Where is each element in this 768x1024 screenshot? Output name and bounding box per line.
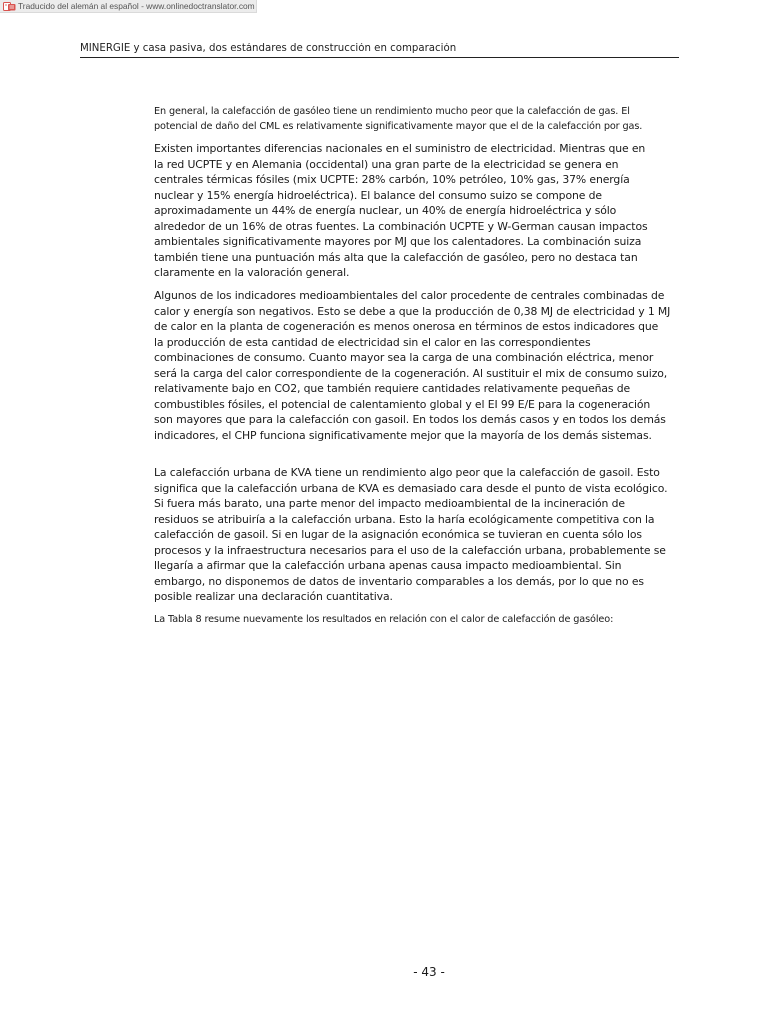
paragraph-line: centrales térmicas fósiles (mix UCPTE: 28% carbón, 10% petróleo, 10% gas, 37% energía	[154, 173, 630, 187]
paragraph-line: de calor en la planta de cogeneración es menos onerosa en términos de estos indicadores que	[154, 320, 659, 334]
paragraph-line: ambientales significativamente mayores por MJ que los calentadores. La combinación suiza	[154, 235, 642, 249]
paragraph-line: también tiene una puntuación más alta que la calefacción de gasóleo, pero no destaca tan	[154, 250, 638, 264]
paragraph-line: calefacción de gasoil. Si en lugar de la asignación económica se tuvieran en cuenta sólo los	[154, 528, 642, 542]
paragraph-line: La calefacción urbana de KVA tiene un rendimiento algo peor que la calefacción de gasoil. Esto	[154, 466, 660, 479]
page-header	[80, 43, 679, 58]
paragraph-line: combustibles fósiles, el potencial de calentamiento global y el EI 99 E/E para la cogeneración	[154, 397, 651, 411]
paragraph-line: Existen importantes diferencias nacionales en el suministro de electricidad. Mientras que en	[154, 142, 646, 155]
paragraph-district-heating	[154, 465, 680, 605]
paragraph-line: la red UCPTE y en Alemania (occidental) una gran parte de la electricidad se genera en	[154, 157, 619, 171]
paragraph-line: potencial de daño del CML es relativamente significativamente mayor que el de la calefacción por gas.	[154, 121, 643, 133]
paragraph-line: relativamente bajo en CO2, que también requiere cantidades relativamente pequeñas de	[154, 382, 631, 396]
paragraph-line: la producción de esta cantidad de electricidad sin el calor en las correspondientes	[154, 335, 591, 349]
translator-banner[interactable]	[0, 0, 257, 13]
paragraph-line: calor y energía son negativos. Esto se debe a que la producción de 0,38 MJ de electricidad y 1 MJ	[154, 304, 671, 318]
paragraph-line: claramente en la valoración general.	[154, 266, 350, 280]
paragraph-oil-heating	[154, 104, 680, 135]
paragraph-line: significa que la calefacción urbana de KVA es demasiado cara desde el punto de vista ecológico.	[154, 481, 668, 495]
paragraph-line: Si fuera más barato, una parte menor del impacto medioambiental de la incineración de	[154, 497, 625, 511]
paragraph-line: indicadores, el CHP funciona significativamente mejor que la mayoría de los demás sistemas.	[154, 428, 652, 442]
paragraph-line: nuclear y 15% energía hidroeléctrica). El balance del consumo suizo se compone de	[154, 188, 602, 202]
paragraph-line: procesos y la infraestructura necesarios para el uso de la calefacción urbana, probablemente se	[154, 543, 666, 557]
page-number: - 43 -	[413, 965, 445, 979]
paragraph-line: alrededor de un 16% de otras fuentes. La combinación UCPTE y W-German causan impactos	[154, 219, 648, 233]
paragraph-line: llegaría a afirmar que la calefacción urbana apenas causa impacto medioambiental. Sin	[154, 559, 622, 573]
paragraph-line: En general, la calefacción de gasóleo tiene un rendimiento mucho peor que la calefacción de gas. El	[154, 106, 630, 117]
paragraph-line: será la carga del calor correspondiente de la cogeneración. Al sustituir el mix de consumo suizo,	[154, 366, 668, 380]
paragraph-line: embargo, no disponemos de datos de inventario comparables a los demás, por lo que no es	[154, 574, 644, 588]
paragraph-electricity-supply	[154, 141, 680, 281]
paragraph-line: combinaciones de consumo. Cuanto mayor sea la carga de una combinación eléctrica, menor	[154, 351, 654, 365]
page-header-title: MINERGIE y casa pasiva, dos estándares de construcción en comparación	[80, 43, 457, 54]
translator-banner-text[interactable]: Traducido del alemán al español - www.onlinedoctranslator.com	[18, 1, 255, 11]
paragraph-table-reference	[154, 612, 680, 627]
paragraph-line: son mayores que para la calefacción con gasoil. En todos los demás casos y en todos los demás	[154, 413, 666, 427]
paragraph-line: La Tabla 8 resume nuevamente los resultados en relación con el calor de calefacción de gasóleo:	[154, 614, 614, 625]
document-translate-icon	[3, 2, 16, 11]
paragraph-line: aproximadamente un 44% de energía nuclear, un 40% de energía hidroeléctrica y sólo	[154, 204, 617, 218]
paragraph-line: residuos se atribuiría a la calefacción urbana. Esto la haría ecológicamente competitiva con la	[154, 512, 655, 526]
paragraph-line: Algunos de los indicadores medioambientales del calor procedente de centrales combinadas de	[154, 289, 665, 302]
paragraph-chp-indicators	[154, 288, 680, 443]
paragraph-line: posible realizar una declaración cuantitativa.	[154, 590, 393, 604]
